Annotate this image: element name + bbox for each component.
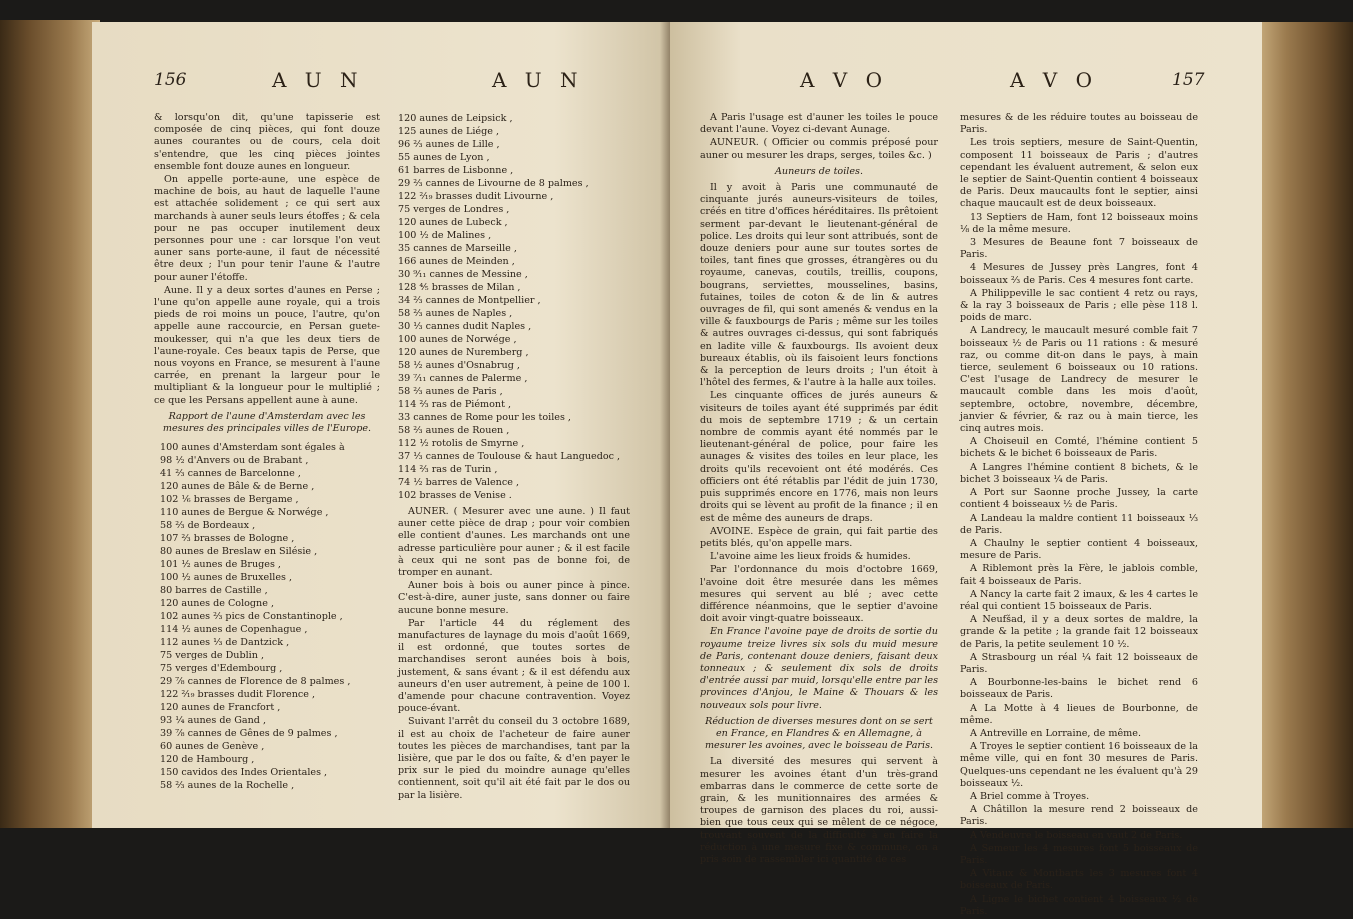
list-item: 120 aunes de Cologne , (160, 598, 275, 610)
list-item: 74 ½ barres de Valence , (398, 477, 519, 488)
paragraph: Par l'article 44 du réglement des manufactures de laynage du mois d'août 1669, il est ordonné, que toutes sortes de marchandises seront aunées bois à bois, justement, & sans évant ; & il est défendu aux auneurs d'en user autrement, à peine de 100 l. d'amende pour chacune contravention. Voyez pouce-évant. (398, 617, 630, 715)
list-item: 96 ⅔ aunes de Lille , (398, 139, 500, 150)
paragraph: A Neufšad, il y a deux sortes de maldre, la grande & la petite ; la grande fait 12 boisseaux de Paris, la petite seulement 10 ½. (960, 614, 1198, 650)
list-item: 29 ⅞ cannes de Florence de 8 palmes , (160, 676, 351, 688)
list-item: 80 aunes de Breslaw en Silésie , (160, 546, 318, 558)
list-item: 58 ⅔ de Bordeaux , (160, 520, 256, 532)
measure-list-2 (398, 112, 630, 502)
list-item: 114 ½ aunes de Copenhague , (160, 624, 308, 636)
list-item: 30 ⅓ cannes dudit Naples , (398, 321, 532, 332)
right-page-number: 157 (1172, 70, 1205, 90)
right-running-head-1: A V O (800, 68, 888, 92)
list-item: 112 aunes ⅓ de Dantzick , (160, 637, 290, 649)
list-item: 30 ⁹⁄₁₁ cannes de Messine , (398, 269, 528, 280)
paragraph: On appelle porte-aune, une espèce de machine de bois, au haut de laquelle l'aune est attachée solidement ; ce qui sert aux marchands à auner seuls leurs étoffes ; & cela pour ne pas occuper inutilement deux personnes pour une : car lorsque l'on veut auner sans porte-aune, il faut de nécessité être deux ; l'un pour tenir l'aune & l'autre pour auner l'étoffe. (154, 174, 380, 283)
list-item: 122 ²⁄₁₉ brasses dudit Livourne , (398, 191, 554, 202)
paragraph: mesures & de les réduire toutes au boisseau de Paris. (960, 112, 1198, 136)
list-item: 100 aunes d'Amsterdam sont égales à (160, 442, 345, 454)
list-item: 120 aunes de Leipsick , (398, 113, 513, 124)
list-item: 58 ⅔ aunes de Paris , (398, 386, 503, 397)
list-item: 100 ½ aunes de Bruxelles , (160, 572, 293, 584)
paragraph: A Chaulny le septier contient 4 boisseaux, mesure de Paris. (960, 537, 1198, 562)
paragraph: A Riblemont près la Fère, le jablois comble, fait 4 boisseaux de Paris. (960, 563, 1198, 587)
list-item: 114 ⅔ ras de Turin , (398, 464, 498, 475)
list-item: 120 de Hambourg , (160, 754, 255, 766)
paragraph: A Landrecy, le maucault mesuré comble fait 7 boisseaux ½ de Paris ou 11 rations : & mesuré raz, ou comme dit-on dans le pays, à main tierce, seulement 6 boisseaux ou 10 rations. C'est l'usage de Landrecy de mesurer le maucault comble dans les mois d'août, septembre, octobre, novembre, décembre, janvier & février, & raz ou à main tierce, les cinq autres mois. (960, 325, 1198, 435)
paragraph: La diversité des mesures qui servent à mesurer les avoines étant d'un très-grand embarras dans le commerce de cette sorte de grain, & les munitionnaires des armées & troupes de garnison des places du roi, aussi-bien que tous ceux qui se mêlent de ce négoce, trouvant souvent de la difficulté à en faire la réduction à une mesure fixe & commune, on a pris soin de rassembler ici quantité de ces (700, 756, 938, 865)
paragraph: A Landeau la maldre contient 11 boisseaux ⅓ de Paris. (960, 512, 1198, 536)
left-column-1 (154, 112, 380, 796)
list-item: 93 ¼ aunes de Gand , (160, 715, 267, 727)
list-item: 29 ⅔ cannes de Livourne de 8 palmes , (398, 178, 589, 189)
list-item: 37 ⅓ cannes de Toulouse & haut Languedoc , (398, 451, 621, 462)
paragraph: Par l'ordonnance du mois d'octobre 1669, l'avoine doit être mesurée dans les mêmes mesures qui servent au blé ; avec cette différence néanmoins, que le septier d'avoine doit avoir vingt-quatre boisseaux. (700, 564, 938, 625)
list-item: 75 verges de Londres , (398, 204, 510, 215)
left-running-head-1: A U N (272, 68, 364, 92)
list-item: 150 cavidos des Indes Orientales , (160, 767, 328, 779)
paragraph: A Bourbonne-les-bains le bichet rend 6 boisseaux de Paris. (960, 677, 1198, 701)
paragraph: Suivant l'arrêt du conseil du 3 octobre 1689, il est au choix de l'acheteur de faire auner toutes les pièces de marchandises, tant par la lisière, que par le dos ou faîte, & d'en payer le prix sur le pied du moindre aunage qu'elles contiennent, soit qu'il ait été fait par le dos ou par la lisière. (398, 716, 630, 801)
paragraph: A Vendeuvre le boisseau en vaut 2 de Paris. (970, 829, 1183, 841)
paragraph: AUNEUR. ( Officier ou commis préposé pour auner ou mesurer les draps, serges, toiles &c. ) (700, 137, 938, 161)
paragraph: A Châtillon la mesure rend 2 boisseaux de Paris. (960, 804, 1198, 828)
list-item: 58 ⅔ aunes de Rouen , (398, 425, 510, 436)
paragraph: AVOINE. Espèce de grain, qui fait partie des petits blés, qu'on appelle mars. (700, 525, 938, 549)
paragraph: & lorsqu'on dit, qu'une tapisserie est composée de cinq pièces, qui font douze aunes courantes ou de cours, cela doit s'entendre, que les cinq pièces jointes ensemble font douze aunes en longueur. (154, 112, 380, 172)
list-item: 58 ⅔ aunes de la Rochelle , (160, 780, 295, 792)
paragraph: A Semeur les 4 mesures font 5 boisseaux de Paris. (960, 842, 1198, 866)
paragraph: Il y avoit à Paris une communauté de cinquante jurés auneurs-visiteurs de toiles, créés en titre d'offices héréditaires. Ils prêtoient serment par-devant le lieutenant-général de police. Les droits qui leur sont attribués, sont de douze deniers pour aune sur toutes sortes de toiles, tant fines que grosses, étrangères ou du royaume, canevas, coutils, treillis, coupons, bougrans, serviettes, mousselines, basins, futaines, toiles de coton & de lin & autres ouvrages de fil, qui sont amenés & vendus en la ville & fauxbourgs de Paris ; même sur les toiles & autres ouvrages ci-dessus, qui sont fabriqués en ladite ville & fauxbourgs. Ils avoient deux bureaux établis, où ils faisoient leurs fonctions & la perception de leurs droits ; l'un étoit à l'hôtel des fermes, & l'autre à la halle aux toiles. (700, 182, 938, 389)
paragraph: En France l'avoine paye de droits de sortie du royaume treize livres six sols du muid mesure de Paris, contenant douze deniers, faisant deux tonneaux ; & seulement dix sols de droits d'entrée aussi par muid, lorsqu'elle entre par les provinces d'Anjou, le Maine & Thouars & les nouveaux sols pour livre. (700, 626, 938, 711)
list-item: 98 ½ d'Anvers ou de Brabant , (160, 455, 309, 467)
paragraph: A Port sur Saonne proche Jussey, la carte contient 4 boisseaux ½ de Paris. (960, 487, 1198, 511)
left-running-head-2: A U N (492, 68, 584, 92)
paragraph: A Antreville en Lorraine, de même. (970, 727, 1141, 739)
paragraph: A Philippeville le sac contient 4 retz ou rays, & la ray 3 boisseaux de Paris ; elle pèse 118 l. poids de marc. (960, 287, 1198, 324)
paragraph: A Vitaux & Montbarts les 3 mesures font 4 boisseaux de Paris. (960, 868, 1198, 892)
list-item: 58 ½ aunes d'Osnabrug , (398, 360, 520, 371)
left-page-number: 156 (154, 70, 187, 90)
paragraph: A Briel comme à Troyes. (970, 790, 1090, 802)
list-item: 102 ⅙ brasses de Bergame , (160, 494, 299, 506)
list-item: 75 verges de Dublin , (160, 650, 265, 662)
list-item: 166 aunes de Meinden , (398, 256, 515, 267)
list-item: 58 ⅔ aunes de Naples , (398, 308, 513, 319)
list-item: 55 aunes de Lyon , (398, 152, 490, 163)
paragraph: A Nancy la carte fait 2 imaux, & les 4 cartes le réal qui contient 15 boisseaux de Paris. (960, 588, 1198, 612)
list-item: 102 brasses de Venise . (398, 490, 512, 501)
list-item: 100 aunes de Norwége , (398, 334, 517, 345)
paragraph: 4 Mesures de Jussey près Langres, font 4 boisseaux ⅔ de Paris. Ces 4 mesures font carte. (960, 262, 1198, 286)
list-item: 122 ²⁄₁₉ brasses dudit Florence , (160, 689, 316, 701)
left-column-2 (398, 112, 630, 803)
list-item: 112 ½ rotolis de Smyrne , (398, 438, 525, 449)
list-item: 100 ½ de Malines , (398, 230, 492, 241)
paragraph: AUNER. ( Mesurer avec une aune. ) Il faut auner cette pièce de drap ; pour voir combien elle contient d'aunes. Les marchands ont une adresse particulière pour auner ; & il est facile à ceux qui ne sont pas de bonne foi, de tromper en aunant. (398, 506, 630, 579)
list-item: 39 ⅞ cannes de Gênes de 9 palmes , (160, 728, 338, 740)
list-item: 33 cannes de Rome pour les toiles , (398, 412, 571, 423)
paragraph: Aune. Il y a deux sortes d'aunes en Perse ; l'une qu'on appelle aune royale, qui a trois pieds de roi moins un pouce, l'autre, qu'on appelle aune raccourcie, en Persan guete-moukesser, qui n'a que les deux tiers de l'aune-royale. Ces beaux tapis de Perse, que nous voyons en France, se mesurent à l'aune carrée, en prenant la largeur pour le multipliant & la longueur pour le multiplié ; ce que les Persans appellent aune à aune. (154, 284, 380, 406)
list-item: 114 ⅔ ras de Piémont , (398, 399, 512, 410)
paragraph: 3 Mesures de Beaune font 7 boisseaux de Paris. (960, 237, 1198, 261)
section-heading: Rapport de l'aune d'Amsterdam avec les mesures des principales villes de l'Europe. (162, 410, 372, 435)
measure-list-1 (160, 441, 380, 792)
list-item: 80 barres de Castille , (160, 585, 268, 597)
list-item: 101 ½ aunes de Bruges , (160, 559, 281, 571)
list-item: 61 barres de Lisbonne , (398, 165, 514, 176)
right-page-stack (1258, 22, 1353, 828)
right-column-2 (960, 112, 1198, 919)
right-running-head-2: A V O (1010, 68, 1098, 92)
list-item: 35 cannes de Marseille , (398, 243, 517, 254)
paragraph: Auner bois à bois ou auner pince à pince. C'est-à-dire, auner juste, sans donner ou faire aucune bonne mesure. (398, 580, 630, 616)
list-item: 120 aunes de Bâle & de Berne , (160, 481, 315, 493)
paragraph: A Langres l'hémine contient 8 bichets, & le bichet 3 boisseaux ¼ de Paris. (960, 461, 1198, 485)
list-item: 110 aunes de Bergue & Norwége , (160, 507, 329, 519)
paragraph: A Ligne le bichet contient 4 boisseaux ½ de Paris. (960, 893, 1198, 917)
paragraph: L'avoine aime les lieux froids & humides. (710, 551, 911, 563)
list-item: 120 aunes de Lubeck , (398, 217, 508, 228)
paragraph: A Choiseuil en Comté, l'hémine contient 5 bichets & le bichet 6 boisseaux de Paris. (960, 436, 1198, 460)
left-page (92, 22, 670, 828)
list-item: 60 aunes de Genève , (160, 741, 265, 753)
section-heading: Réduction de diverses mesures dont on se sert en France, en Flandres & en Allemagne, à mesurer les avoines, avec le boisseau de Paris. (704, 715, 934, 752)
paragraph: Les trois septiers, mesure de Saint-Quentin, composent 11 boisseaux de Paris ; d'autres cependant les évaluent autrement, & selon eux le septier de Saint-Quentin contient 4 boisseaux de Paris. Deux maucaults font le septier, ainsi chaque maucault est de deux boisseaux. (960, 137, 1198, 210)
list-item: 39 ⁷⁄₁₁ cannes de Palerme , (398, 373, 528, 384)
paragraph: A Paris l'usage est d'auner les toiles le pouce devant l'aune. Voyez ci-devant Aunage. (700, 112, 938, 136)
list-item: 41 ⅔ cannes de Barcelonne , (160, 468, 301, 480)
list-item: 102 aunes ⅔ pics de Constantinople , (160, 611, 343, 623)
right-column-1 (700, 112, 938, 867)
left-page-stack (0, 20, 100, 828)
list-item: 107 ⅔ brasses de Bologne , (160, 533, 295, 545)
paragraph: A La Motte à 4 lieues de Bourbonne, de même. (960, 702, 1198, 726)
paragraph: A Troyes le septier contient 16 boisseaux de la même ville, qui en font 30 mesures de Paris. Quelques-uns cependant ne les évaluent qu'à 29 boisseaux ½. (960, 741, 1198, 789)
list-item: 128 ⅘ brasses de Milan , (398, 282, 521, 293)
paragraph: A Strasbourg un réal ¼ fait 12 boisseaux de Paris. (960, 651, 1198, 675)
list-item: 120 aunes de Nuremberg , (398, 347, 529, 358)
list-item: 75 verges d'Edembourg , (160, 663, 283, 675)
section-heading: Auneurs de toiles. (775, 165, 863, 177)
paragraph: 13 Septiers de Ham, font 12 boisseaux moins ⅛ de la même mesure. (960, 211, 1198, 235)
list-item: 34 ⅔ cannes de Montpellier , (398, 295, 541, 306)
right-page (670, 22, 1262, 917)
paragraph: Les cinquante offices de jurés auneurs & visiteurs de toiles ayant été supprimés par édit du mois de septembre 1719 ; & un certain nombre de commis ayant été nommés par le lieutenant-général de police, pour faire les aunages & visites des toiles en leur place, les droits qu'ils recevoient ont été modérés. Ces officiers ont été rétablis par l'édit de juin 1730, puis supprimés encore en 1776, mais non leurs droits qui se lèvent au profit de la finance ; il en est de même des auneurs de draps. (700, 390, 938, 524)
list-item: 120 aunes de Francfort , (160, 702, 281, 714)
list-item: 125 aunes de Liége , (398, 126, 499, 137)
